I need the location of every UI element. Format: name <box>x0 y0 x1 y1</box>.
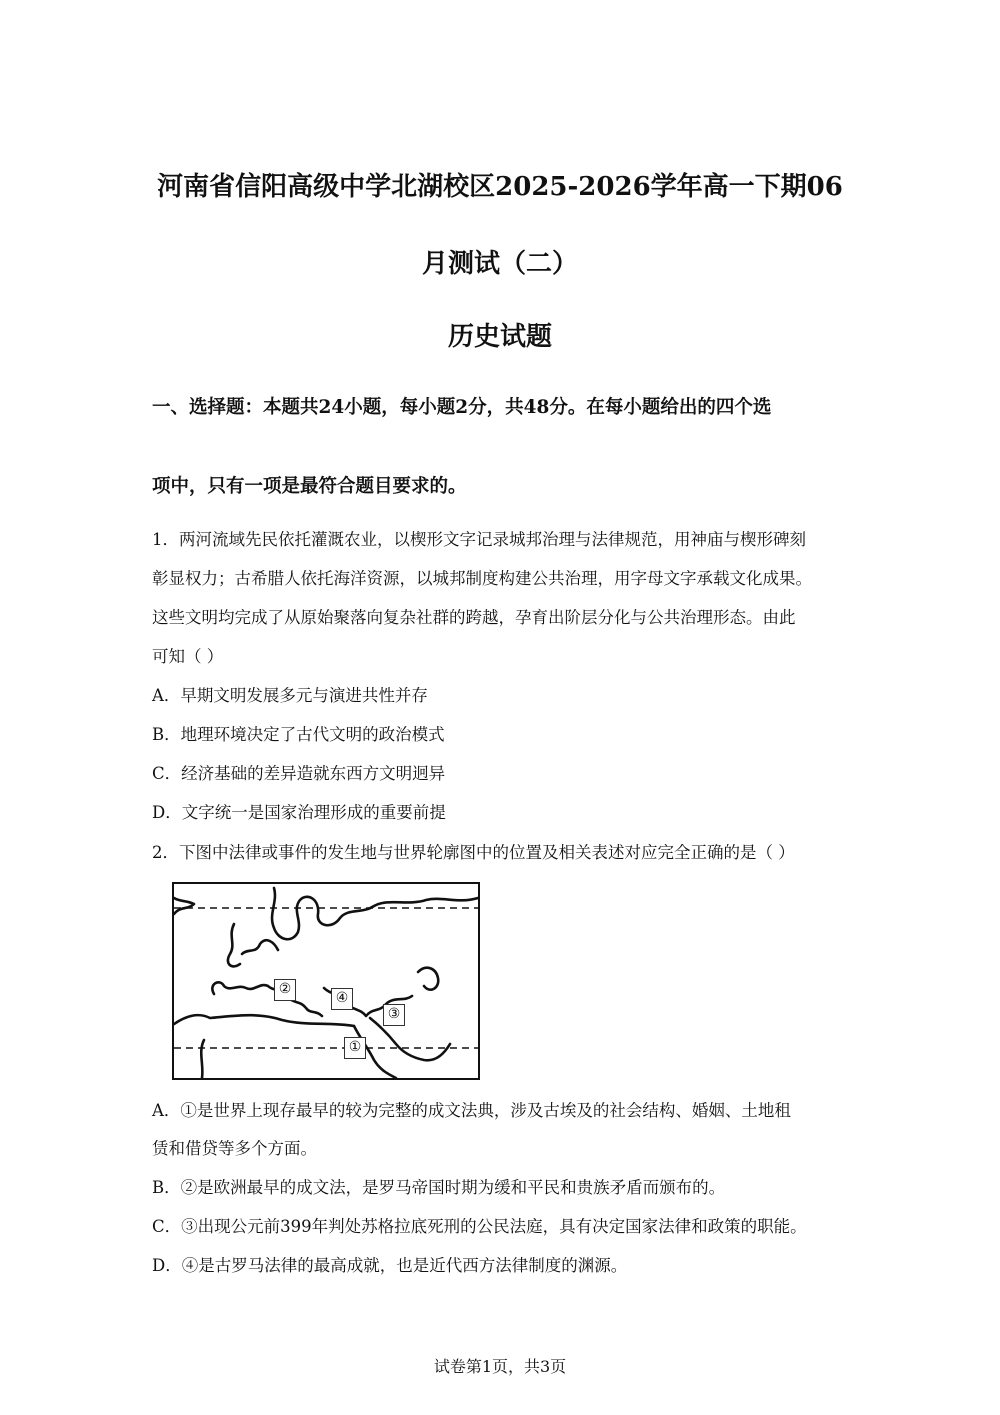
britain-outline <box>228 924 240 966</box>
q1-option-c: C．经济基础的差异造就东西方文明迥异 <box>152 764 446 783</box>
arabia-coast <box>370 1018 450 1060</box>
q1-stem-line4: 可知（ ） <box>152 647 224 666</box>
scandinavia-north-coast <box>272 888 478 939</box>
q1-stem-line3: 这些文明均完成了从原始聚落向复杂社群的跨越，孕育出阶层分化与公共治理形态。由此 <box>152 608 796 627</box>
exam-title-line1: 河南省信阳高级中学北湖校区2025-2026学年高一下期06 <box>157 172 843 202</box>
q2-option-d: D．④是古罗马法律的最高成就，也是近代西方法律制度的渊源。 <box>152 1256 628 1275</box>
world-outline-map <box>172 882 480 1080</box>
section-heading-line1: 一、选择题：本题共24小题，每小题2分，共48分。在每小题给出的四个选 <box>152 397 772 418</box>
q2-option-a-line1: A．①是世界上现存最早的较为完整的成文法典，涉及古埃及的社会结构、婚姻、土地租 <box>152 1101 791 1120</box>
iberia-coast <box>212 982 268 994</box>
q2-option-b: B．②是欧洲最早的成文法，是罗马帝国时期为缓和平民和贵族矛盾而颁布的。 <box>152 1178 726 1197</box>
map-marker-2: ② <box>274 979 296 1001</box>
map-marker-4: ④ <box>331 988 353 1010</box>
q1-stem-line1: 1．两河流域先民依托灌溉农业，以楔形文字记录城邦治理与法律规范，用神庙与楔形碑刻 <box>152 530 806 549</box>
caspian-outline <box>418 968 438 990</box>
q2-option-c: C．③出现公元前399年判处苏格拉底死刑的公民法庭，具有决定国家法律和政策的职能。 <box>152 1217 807 1236</box>
q2-stem: 2．下图中法律或事件的发生地与世界轮廓图中的位置及相关表述对应完全正确的是（ ） <box>152 843 795 862</box>
north-africa-coast <box>174 1015 354 1026</box>
q1-option-d: D．文字统一是国家治理形成的重要前提 <box>152 803 446 822</box>
north-sea-coast <box>242 940 278 954</box>
west-africa-coast <box>201 1040 204 1078</box>
subject-title: 历史试题 <box>447 322 552 352</box>
q2-option-a-line2: 赁和借贷等多个方面。 <box>152 1139 317 1158</box>
map-marker-1: ① <box>344 1037 366 1059</box>
section-heading-line2: 项中，只有一项是最符合题目要求的。 <box>152 476 467 497</box>
q1-option-a: A．早期文明发展多元与演进共性并存 <box>152 686 428 705</box>
page-footer: 试卷第1页，共3页 <box>433 1357 567 1376</box>
q1-stem-line2: 彰显权力；古希腊人依托海洋资源，以城邦制度构建公共治理，用字母文字承载文化成果。 <box>152 569 812 588</box>
left-coast-line <box>174 898 194 914</box>
q1-option-b: B．地理环境决定了古代文明的政治模式 <box>152 725 445 744</box>
map-marker-3: ③ <box>383 1004 405 1026</box>
coastline-drawing <box>174 884 478 1078</box>
exam-title-line2: 月测试（二） <box>421 249 578 279</box>
